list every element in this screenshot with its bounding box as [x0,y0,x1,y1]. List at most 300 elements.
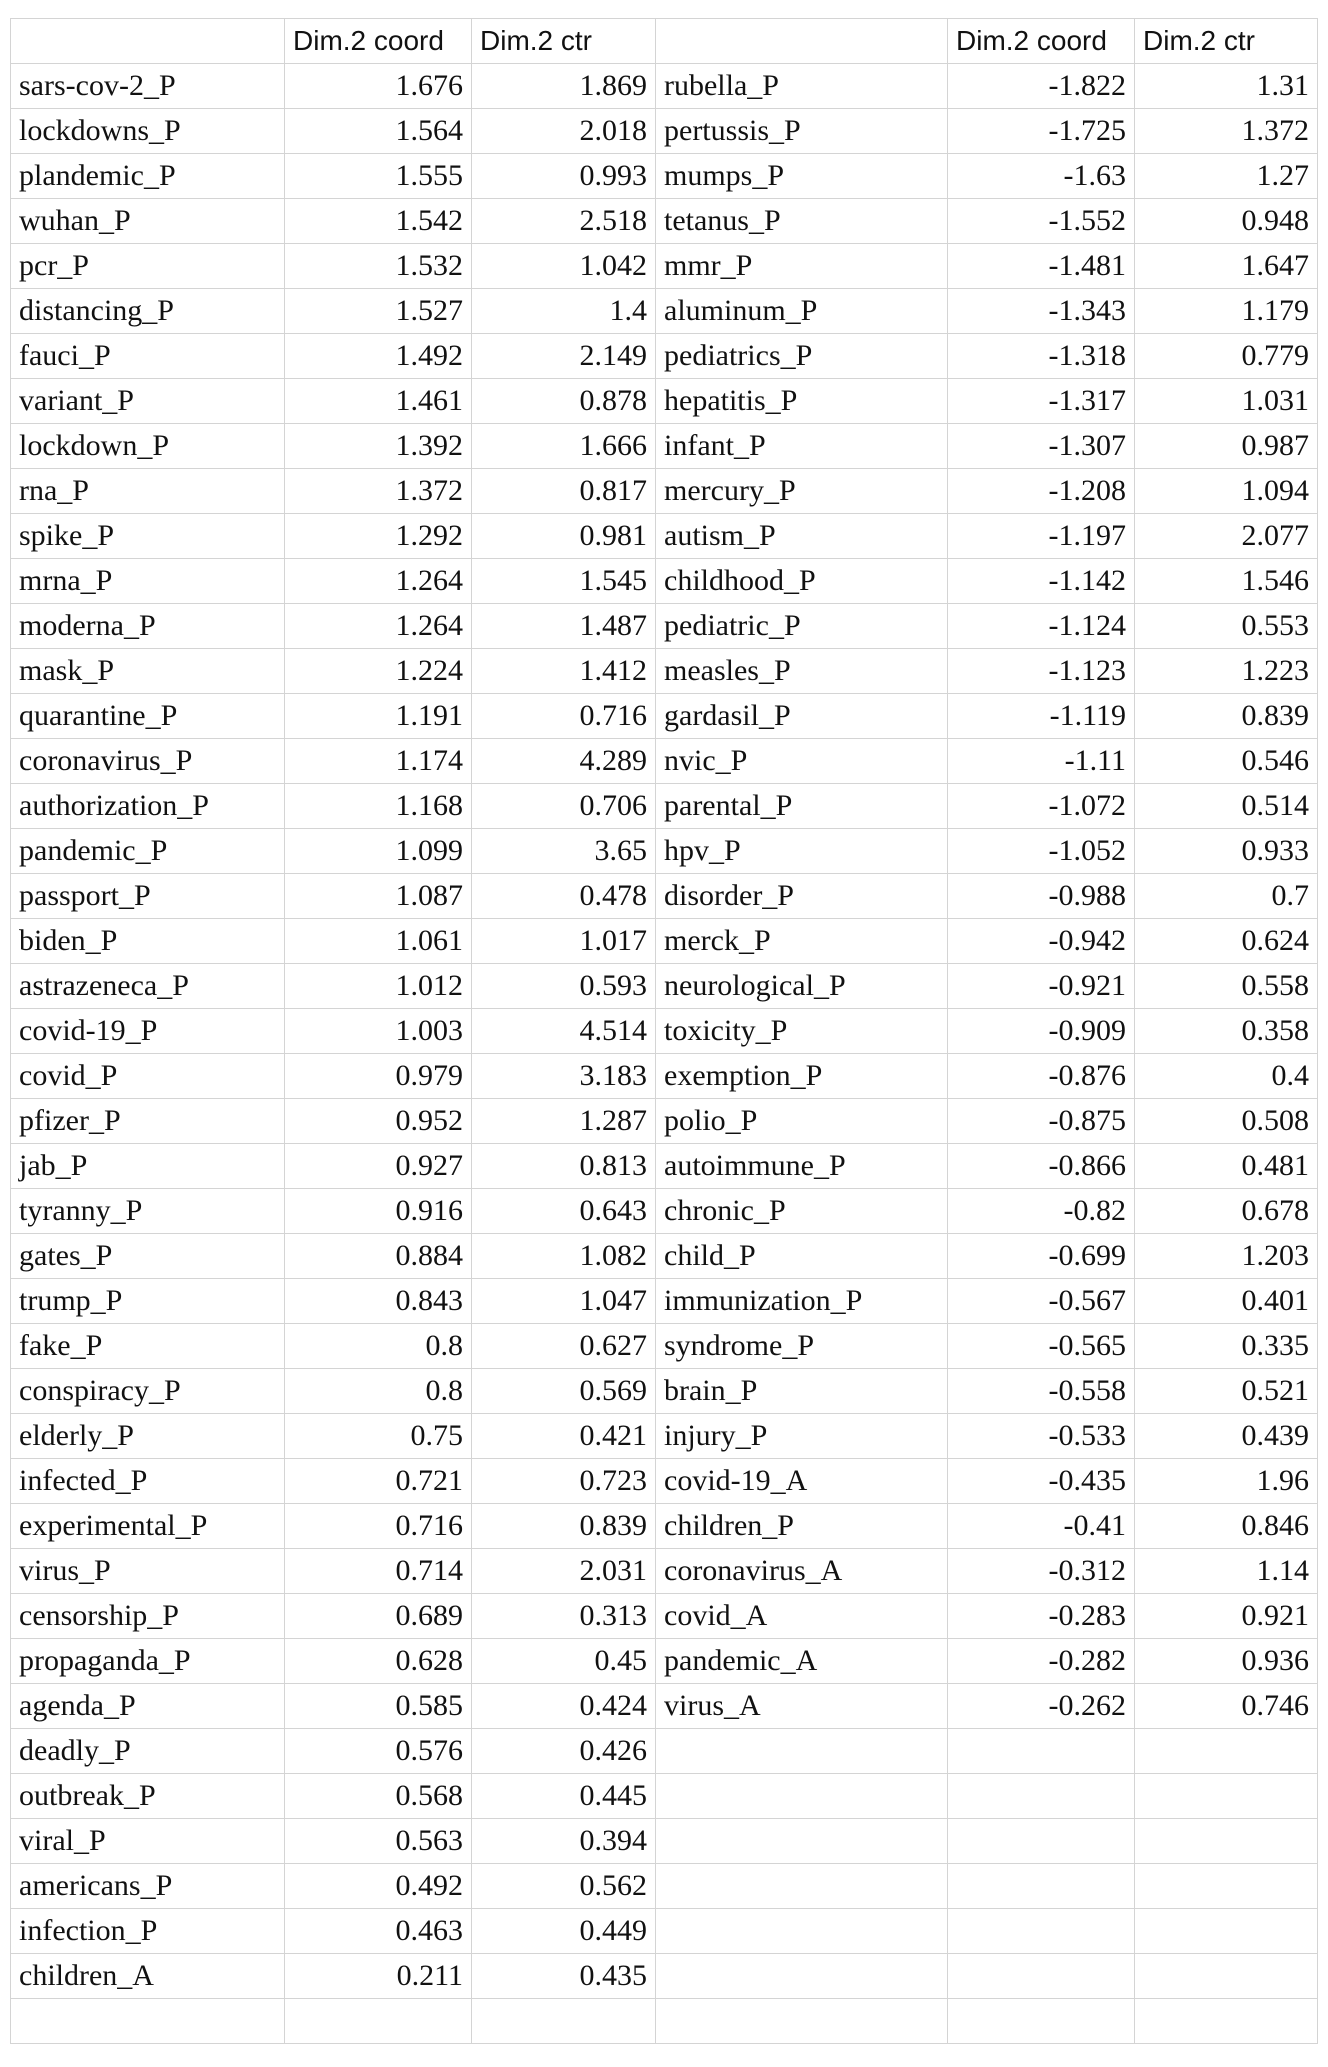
term-cell[interactable]: fauci_P [11,334,285,379]
term-cell[interactable]: agenda_P [11,1684,285,1729]
term-cell[interactable]: infant_P [656,424,948,469]
term-cell[interactable]: mmr_P [656,244,948,289]
numeric-cell[interactable] [948,1774,1135,1819]
numeric-cell[interactable] [1135,1954,1318,1999]
term-cell[interactable]: spike_P [11,514,285,559]
numeric-cell[interactable]: 3.183 [472,1054,656,1099]
numeric-cell[interactable]: -1.725 [948,109,1135,154]
term-cell[interactable]: pediatrics_P [656,334,948,379]
term-cell[interactable]: gates_P [11,1234,285,1279]
term-cell[interactable]: authorization_P [11,784,285,829]
table-row [11,739,1318,784]
numeric-cell[interactable]: -1.307 [948,424,1135,469]
numeric-cell[interactable]: 0.445 [472,1774,656,1819]
term-cell[interactable]: child_P [656,1234,948,1279]
numeric-cell[interactable]: 0.981 [472,514,656,559]
term-cell[interactable]: children_A [11,1954,285,1999]
numeric-cell[interactable]: 1.087 [285,874,472,919]
numeric-cell[interactable] [1135,1774,1318,1819]
numeric-cell[interactable]: -0.262 [948,1684,1135,1729]
numeric-cell[interactable]: 0.426 [472,1729,656,1774]
numeric-cell[interactable]: 0.979 [285,1054,472,1099]
numeric-cell[interactable]: -0.876 [948,1054,1135,1099]
numeric-cell[interactable]: 1.564 [285,109,472,154]
term-cell[interactable]: chronic_P [656,1189,948,1234]
numeric-cell[interactable]: 0.846 [1135,1504,1318,1549]
term-cell[interactable]: viral_P [11,1819,285,1864]
numeric-cell[interactable]: 1.287 [472,1099,656,1144]
term-cell[interactable]: covid_P [11,1054,285,1099]
term-cell[interactable]: polio_P [656,1099,948,1144]
numeric-cell[interactable]: 0.4 [1135,1054,1318,1099]
term-cell[interactable]: nvic_P [656,739,948,784]
numeric-cell[interactable]: 0.481 [1135,1144,1318,1189]
numeric-cell[interactable]: -1.822 [948,64,1135,109]
numeric-cell[interactable]: 0.45 [472,1639,656,1684]
numeric-cell[interactable]: -1.63 [948,154,1135,199]
numeric-cell[interactable]: 0.424 [472,1684,656,1729]
numeric-cell[interactable]: 1.042 [472,244,656,289]
numeric-cell[interactable] [948,1909,1135,1954]
numeric-cell[interactable]: 1.14 [1135,1549,1318,1594]
numeric-cell[interactable]: 0.478 [472,874,656,919]
numeric-cell[interactable]: -0.921 [948,964,1135,1009]
numeric-cell[interactable]: 1.555 [285,154,472,199]
table-row [11,64,1318,109]
numeric-cell[interactable]: 0.706 [472,784,656,829]
term-cell[interactable]: astrazeneca_P [11,964,285,1009]
table-row [11,1234,1318,1279]
term-cell[interactable]: exemption_P [656,1054,948,1099]
numeric-cell[interactable]: 0.8 [285,1324,472,1369]
table-row [11,784,1318,829]
numeric-cell[interactable]: 0.817 [472,469,656,514]
term-cell[interactable]: tetanus_P [656,199,948,244]
numeric-cell[interactable]: 0.521 [1135,1369,1318,1414]
numeric-cell[interactable]: 0.936 [1135,1639,1318,1684]
table-row [11,1684,1318,1729]
table-row [11,469,1318,514]
numeric-cell[interactable]: 1.372 [285,469,472,514]
numeric-cell[interactable]: 0.508 [1135,1099,1318,1144]
numeric-cell[interactable]: -1.072 [948,784,1135,829]
term-cell[interactable]: hpv_P [656,829,948,874]
numeric-cell[interactable]: 1.099 [285,829,472,874]
numeric-cell[interactable]: -0.699 [948,1234,1135,1279]
numeric-cell[interactable]: 4.514 [472,1009,656,1054]
numeric-cell[interactable]: 1.017 [472,919,656,964]
term-cell[interactable]: immunization_P [656,1279,948,1324]
term-cell[interactable]: disorder_P [656,874,948,919]
numeric-cell[interactable]: 0.593 [472,964,656,1009]
numeric-cell[interactable]: -0.866 [948,1144,1135,1189]
term-cell[interactable]: quarantine_P [11,694,285,739]
numeric-cell[interactable]: 0.358 [1135,1009,1318,1054]
term-cell[interactable]: virus_P [11,1549,285,1594]
numeric-cell[interactable] [948,1729,1135,1774]
term-cell[interactable]: coronavirus_A [656,1549,948,1594]
term-cell[interactable]: injury_P [656,1414,948,1459]
numeric-cell[interactable]: -0.988 [948,874,1135,919]
numeric-cell[interactable]: 0.576 [285,1729,472,1774]
numeric-cell[interactable]: 0.627 [472,1324,656,1369]
numeric-cell[interactable]: -1.123 [948,649,1135,694]
term-cell[interactable]: trump_P [11,1279,285,1324]
numeric-cell[interactable]: -0.435 [948,1459,1135,1504]
numeric-cell[interactable]: 1.264 [285,604,472,649]
table-row [11,829,1318,874]
numeric-cell[interactable]: 1.412 [472,649,656,694]
numeric-cell[interactable]: -0.82 [948,1189,1135,1234]
numeric-cell[interactable]: 0.628 [285,1639,472,1684]
term-cell[interactable]: virus_A [656,1684,948,1729]
term-cell[interactable]: propaganda_P [11,1639,285,1684]
term-cell[interactable]: tyranny_P [11,1189,285,1234]
term-cell[interactable]: covid_A [656,1594,948,1639]
numeric-cell[interactable]: 0.987 [1135,424,1318,469]
numeric-cell[interactable]: 0.779 [1135,334,1318,379]
header-cell[interactable] [656,19,948,64]
numeric-cell[interactable] [948,1864,1135,1909]
table-row [11,1414,1318,1459]
numeric-cell[interactable] [1135,1999,1318,2044]
numeric-cell[interactable]: 0.952 [285,1099,472,1144]
term-cell[interactable]: parental_P [656,784,948,829]
term-cell[interactable]: rubella_P [656,64,948,109]
numeric-cell[interactable]: -1.052 [948,829,1135,874]
term-cell[interactable]: sars-cov-2_P [11,64,285,109]
term-cell[interactable]: pandemic_A [656,1639,948,1684]
term-cell[interactable] [656,1909,948,1954]
numeric-cell[interactable]: 1.012 [285,964,472,1009]
term-cell[interactable]: syndrome_P [656,1324,948,1369]
term-cell[interactable] [656,1999,948,2044]
term-cell[interactable]: autism_P [656,514,948,559]
table-row [11,1504,1318,1549]
numeric-cell[interactable]: -1.11 [948,739,1135,784]
term-cell[interactable]: mercury_P [656,469,948,514]
table-row [11,1189,1318,1234]
numeric-cell[interactable]: -0.282 [948,1639,1135,1684]
term-cell[interactable]: plandemic_P [11,154,285,199]
term-cell[interactable]: pediatric_P [656,604,948,649]
term-cell[interactable]: distancing_P [11,289,285,334]
term-cell[interactable]: lockdowns_P [11,109,285,154]
numeric-cell[interactable]: 1.527 [285,289,472,334]
term-cell[interactable]: toxicity_P [656,1009,948,1054]
numeric-cell[interactable]: 0.948 [1135,199,1318,244]
numeric-cell[interactable]: 1.647 [1135,244,1318,289]
numeric-cell[interactable]: 1.31 [1135,64,1318,109]
numeric-cell[interactable]: -0.41 [948,1504,1135,1549]
numeric-cell[interactable] [948,1819,1135,1864]
term-cell[interactable]: wuhan_P [11,199,285,244]
numeric-cell[interactable]: 2.018 [472,109,656,154]
numeric-cell[interactable]: 3.65 [472,829,656,874]
table-row [11,1279,1318,1324]
table-row [11,964,1318,1009]
numeric-cell[interactable] [948,1999,1135,2044]
numeric-cell[interactable]: -1.318 [948,334,1135,379]
numeric-cell[interactable]: 0.916 [285,1189,472,1234]
term-cell[interactable]: aluminum_P [656,289,948,334]
numeric-cell[interactable]: 1.082 [472,1234,656,1279]
term-cell[interactable]: covid-19_P [11,1009,285,1054]
numeric-cell[interactable]: 0.716 [285,1504,472,1549]
numeric-cell[interactable]: -1.124 [948,604,1135,649]
numeric-cell[interactable]: 1.061 [285,919,472,964]
term-cell[interactable]: measles_P [656,649,948,694]
term-cell[interactable]: mrna_P [11,559,285,604]
numeric-cell[interactable]: 0.993 [472,154,656,199]
numeric-cell[interactable]: 0.839 [472,1504,656,1549]
term-cell[interactable]: infection_P [11,1909,285,1954]
term-cell[interactable] [656,1729,948,1774]
term-cell[interactable] [656,1819,948,1864]
numeric-cell[interactable]: 0.585 [285,1684,472,1729]
numeric-cell[interactable] [285,1999,472,2044]
numeric-cell[interactable]: 1.372 [1135,109,1318,154]
numeric-cell[interactable]: 0.211 [285,1954,472,1999]
numeric-cell[interactable]: 2.518 [472,199,656,244]
numeric-cell[interactable] [1135,1909,1318,1954]
numeric-cell[interactable]: 1.174 [285,739,472,784]
numeric-cell[interactable]: 1.27 [1135,154,1318,199]
numeric-cell[interactable]: 1.545 [472,559,656,604]
table-row [11,109,1318,154]
term-cell[interactable]: pfizer_P [11,1099,285,1144]
numeric-cell[interactable]: 1.676 [285,64,472,109]
term-cell[interactable]: mumps_P [656,154,948,199]
term-cell[interactable]: fake_P [11,1324,285,1369]
numeric-cell[interactable]: 0.746 [1135,1684,1318,1729]
numeric-cell[interactable]: 0.7 [1135,874,1318,919]
numeric-cell[interactable]: 1.168 [285,784,472,829]
numeric-cell[interactable]: 1.224 [285,649,472,694]
header-row [11,19,1318,64]
term-cell[interactable]: children_P [656,1504,948,1549]
header-cell[interactable]: Dim.2 ctr [472,19,656,64]
numeric-cell[interactable]: -1.142 [948,559,1135,604]
numeric-cell[interactable]: 0.463 [285,1909,472,1954]
term-cell[interactable] [656,1864,948,1909]
table-row [11,1954,1318,1999]
numeric-cell[interactable]: 0.933 [1135,829,1318,874]
numeric-cell[interactable]: -0.567 [948,1279,1135,1324]
term-cell[interactable]: autoimmune_P [656,1144,948,1189]
header-cell[interactable]: Dim.2 coord [948,19,1135,64]
table-row [11,244,1318,289]
term-cell[interactable]: moderna_P [11,604,285,649]
term-cell[interactable]: covid-19_A [656,1459,948,1504]
numeric-cell[interactable]: 1.191 [285,694,472,739]
numeric-cell[interactable]: 0.843 [285,1279,472,1324]
numeric-cell[interactable]: -0.558 [948,1369,1135,1414]
table-row [11,334,1318,379]
term-cell[interactable]: passport_P [11,874,285,919]
numeric-cell[interactable]: 0.514 [1135,784,1318,829]
numeric-cell[interactable]: 0.884 [285,1234,472,1279]
numeric-cell[interactable]: 0.439 [1135,1414,1318,1459]
numeric-cell[interactable]: 0.839 [1135,694,1318,739]
numeric-cell[interactable]: 0.435 [472,1954,656,1999]
numeric-cell[interactable]: 0.401 [1135,1279,1318,1324]
numeric-cell[interactable]: -1.343 [948,289,1135,334]
numeric-cell[interactable]: 0.8 [285,1369,472,1414]
term-cell[interactable]: pandemic_P [11,829,285,874]
term-cell[interactable]: hepatitis_P [656,379,948,424]
numeric-cell[interactable]: 1.96 [1135,1459,1318,1504]
numeric-cell[interactable]: 1.031 [1135,379,1318,424]
term-cell[interactable]: censorship_P [11,1594,285,1639]
header-cell[interactable]: Dim.2 ctr [1135,19,1318,64]
term-cell[interactable]: pertussis_P [656,109,948,154]
numeric-cell[interactable]: 0.562 [472,1864,656,1909]
numeric-cell[interactable]: -0.533 [948,1414,1135,1459]
table-row [11,1594,1318,1639]
numeric-cell[interactable]: 0.449 [472,1909,656,1954]
numeric-cell[interactable]: 0.558 [1135,964,1318,1009]
numeric-cell[interactable]: 0.394 [472,1819,656,1864]
numeric-cell[interactable]: 0.921 [1135,1594,1318,1639]
numeric-cell[interactable]: 1.094 [1135,469,1318,514]
numeric-cell[interactable]: -0.942 [948,919,1135,964]
numeric-cell[interactable]: 1.487 [472,604,656,649]
numeric-cell[interactable]: 1.223 [1135,649,1318,694]
numeric-cell[interactable]: 0.421 [472,1414,656,1459]
numeric-cell[interactable]: 1.492 [285,334,472,379]
term-cell[interactable]: americans_P [11,1864,285,1909]
table-row [11,199,1318,244]
term-cell[interactable]: gardasil_P [656,694,948,739]
term-cell[interactable]: variant_P [11,379,285,424]
numeric-cell[interactable]: 4.289 [472,739,656,784]
numeric-cell[interactable]: -0.875 [948,1099,1135,1144]
numeric-cell[interactable]: 0.689 [285,1594,472,1639]
numeric-cell[interactable]: 0.569 [472,1369,656,1414]
term-cell[interactable]: rna_P [11,469,285,514]
term-cell[interactable]: coronavirus_P [11,739,285,784]
numeric-cell[interactable]: 0.714 [285,1549,472,1594]
numeric-cell[interactable]: 1.003 [285,1009,472,1054]
term-cell[interactable]: outbreak_P [11,1774,285,1819]
numeric-cell[interactable]: 2.149 [472,334,656,379]
header-cell[interactable] [11,19,285,64]
numeric-cell[interactable]: -1.317 [948,379,1135,424]
term-cell[interactable] [11,1999,285,2044]
numeric-cell[interactable]: 0.335 [1135,1324,1318,1369]
term-cell[interactable]: merck_P [656,919,948,964]
numeric-cell[interactable]: 2.031 [472,1549,656,1594]
term-cell[interactable]: mask_P [11,649,285,694]
numeric-cell[interactable]: 0.678 [1135,1189,1318,1234]
numeric-cell[interactable]: 1.264 [285,559,472,604]
numeric-cell[interactable]: 0.624 [1135,919,1318,964]
term-cell[interactable] [656,1954,948,1999]
numeric-cell[interactable]: 1.392 [285,424,472,469]
table-row [11,1909,1318,1954]
numeric-cell[interactable]: 0.723 [472,1459,656,1504]
numeric-cell[interactable]: 1.542 [285,199,472,244]
numeric-cell[interactable]: -1.197 [948,514,1135,559]
term-cell[interactable]: neurological_P [656,964,948,1009]
term-cell[interactable]: deadly_P [11,1729,285,1774]
numeric-cell[interactable]: 1.203 [1135,1234,1318,1279]
numeric-cell[interactable]: 2.077 [1135,514,1318,559]
numeric-cell[interactable]: 1.869 [472,64,656,109]
numeric-cell[interactable]: 0.563 [285,1819,472,1864]
term-cell[interactable]: brain_P [656,1369,948,1414]
numeric-cell[interactable]: -0.312 [948,1549,1135,1594]
term-cell[interactable]: childhood_P [656,559,948,604]
numeric-cell[interactable]: -1.208 [948,469,1135,514]
table-row [11,1009,1318,1054]
table-row [11,1144,1318,1189]
table-row [11,154,1318,199]
numeric-cell[interactable]: 0.75 [285,1414,472,1459]
term-cell[interactable]: pcr_P [11,244,285,289]
numeric-cell[interactable]: 0.313 [472,1594,656,1639]
header-cell[interactable]: Dim.2 coord [285,19,472,64]
numeric-cell[interactable]: 0.492 [285,1864,472,1909]
numeric-cell[interactable]: -1.119 [948,694,1135,739]
table-row [11,559,1318,604]
numeric-cell[interactable]: 0.721 [285,1459,472,1504]
numeric-cell[interactable]: 1.546 [1135,559,1318,604]
numeric-cell[interactable]: 0.813 [472,1144,656,1189]
term-cell[interactable]: experimental_P [11,1504,285,1549]
numeric-cell[interactable]: 1.666 [472,424,656,469]
term-cell[interactable]: infected_P [11,1459,285,1504]
term-cell[interactable]: lockdown_P [11,424,285,469]
numeric-cell[interactable]: -1.552 [948,199,1135,244]
numeric-cell[interactable]: 1.047 [472,1279,656,1324]
numeric-cell[interactable]: 0.927 [285,1144,472,1189]
numeric-cell[interactable]: 1.4 [472,289,656,334]
term-cell[interactable]: elderly_P [11,1414,285,1459]
table-row [11,604,1318,649]
numeric-cell[interactable]: 0.878 [472,379,656,424]
numeric-cell[interactable] [1135,1864,1318,1909]
term-cell[interactable]: jab_P [11,1144,285,1189]
numeric-cell[interactable]: 1.532 [285,244,472,289]
table-row [11,1369,1318,1414]
term-cell[interactable] [656,1774,948,1819]
table-row [11,1864,1318,1909]
numeric-cell[interactable] [948,1954,1135,1999]
numeric-cell[interactable]: -0.909 [948,1009,1135,1054]
numeric-cell[interactable]: 1.292 [285,514,472,559]
numeric-cell[interactable]: 1.461 [285,379,472,424]
numeric-cell[interactable] [472,1999,656,2044]
numeric-cell[interactable]: 0.716 [472,694,656,739]
numeric-cell[interactable]: 1.179 [1135,289,1318,334]
numeric-cell[interactable] [1135,1819,1318,1864]
term-cell[interactable]: biden_P [11,919,285,964]
numeric-cell[interactable]: 0.546 [1135,739,1318,784]
numeric-cell[interactable]: -0.565 [948,1324,1135,1369]
numeric-cell[interactable]: -0.283 [948,1594,1135,1639]
numeric-cell[interactable]: -1.481 [948,244,1135,289]
table-row [11,1999,1318,2044]
numeric-cell[interactable] [1135,1729,1318,1774]
term-cell[interactable]: conspiracy_P [11,1369,285,1414]
spreadsheet-table [10,18,1318,2044]
numeric-cell[interactable]: 0.553 [1135,604,1318,649]
numeric-cell[interactable]: 0.643 [472,1189,656,1234]
table-row [11,1459,1318,1504]
numeric-cell[interactable]: 0.568 [285,1774,472,1819]
